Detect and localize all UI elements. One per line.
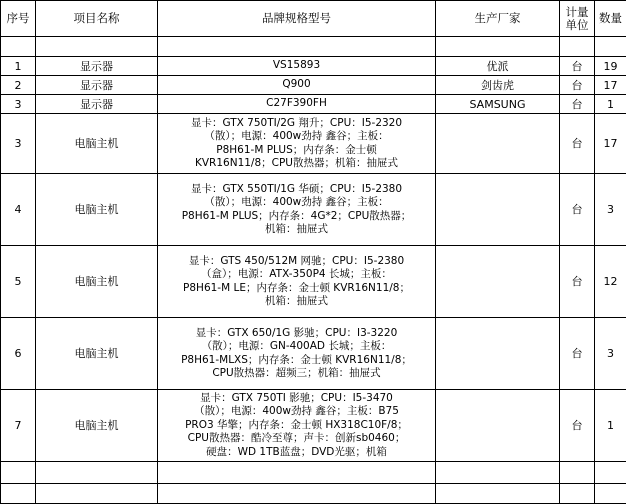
cell-spec <box>158 174 436 246</box>
table-row <box>1 114 626 174</box>
cell-seq: 3 <box>1 95 36 114</box>
header-qty: 数量 <box>595 1 626 37</box>
cell-spec <box>158 76 436 95</box>
spec-line: P8H61-M PLUS；内存条：金士顿 <box>164 144 429 158</box>
blank-cell <box>436 484 560 504</box>
blank-cell <box>1 37 36 57</box>
blank-cell <box>158 484 436 504</box>
cell-name: 电脑主机 <box>36 174 158 246</box>
cell-qty: 1 <box>595 390 626 462</box>
spec-line: P8H61-M LE；内存条：金士顿 KVR16N11/8； <box>164 282 429 296</box>
blank-cell <box>595 462 626 484</box>
blank-cell <box>1 484 36 504</box>
cell-name: 显示器 <box>36 57 158 76</box>
spec-line: 显卡：GTX 750TI 影驰；CPU：I5-3470 <box>164 392 429 406</box>
cell-maker: 优派 <box>436 57 560 76</box>
spec-line: （散）；电源：GN-400AD 长城；主板： <box>164 340 429 354</box>
cell-maker <box>436 390 560 462</box>
cell-unit: 台 <box>560 114 595 174</box>
cell-unit: 台 <box>560 95 595 114</box>
header-unit <box>560 1 595 37</box>
cell-spec <box>158 114 436 174</box>
spec-line: VS15893 <box>164 59 429 73</box>
blank-row <box>1 462 626 484</box>
blank-cell <box>595 37 626 57</box>
spec-line: （散）；电源：400w劲持 鑫谷；主板： <box>164 130 429 144</box>
cell-seq: 4 <box>1 174 36 246</box>
spec-line: KVR16N11/8；CPU散热器；机箱：抽屉式 <box>164 157 429 171</box>
cell-name: 电脑主机 <box>36 114 158 174</box>
header-maker: 生产厂家 <box>436 1 560 37</box>
header-spec: 品牌规格型号 <box>158 1 436 37</box>
cell-seq: 1 <box>1 57 36 76</box>
table-row <box>1 246 626 318</box>
cell-name: 电脑主机 <box>36 390 158 462</box>
spec-line: 机箱：抽屉式 <box>164 223 429 237</box>
blank-cell <box>560 462 595 484</box>
header-unit-line1: 计量 <box>562 6 592 19</box>
cell-maker <box>436 114 560 174</box>
spec-line: CPU散热器：超频三；机箱：抽屉式 <box>164 367 429 381</box>
spec-line: 硬盘：WD 1TB蓝盘；DVD光驱；机箱 <box>164 446 429 460</box>
spec-line: Q900 <box>164 78 429 92</box>
cell-maker <box>436 174 560 246</box>
spec-line: 显卡：GTX 750TI/2G 翔升；CPU：I5-2320 <box>164 117 429 131</box>
header-row <box>1 1 626 37</box>
spec-line: （散）；电源：400w劲持 鑫谷；主板：B75 <box>164 405 429 419</box>
cell-name: 显示器 <box>36 95 158 114</box>
cell-spec <box>158 390 436 462</box>
cell-qty: 12 <box>595 246 626 318</box>
cell-qty: 17 <box>595 76 626 95</box>
table-row <box>1 390 626 462</box>
blank-cell <box>436 37 560 57</box>
header-seq: 序号 <box>1 1 36 37</box>
table-row <box>1 76 626 95</box>
spec-line: P8H61-M PLUS；内存条：4G*2；CPU散热器； <box>164 210 429 224</box>
table-row <box>1 318 626 390</box>
spec-line: （盒）；电源：ATX-350P4 长城；主板： <box>164 268 429 282</box>
cell-qty: 1 <box>595 95 626 114</box>
cell-qty: 17 <box>595 114 626 174</box>
cell-seq: 2 <box>1 76 36 95</box>
spec-line: 显卡：GTX 550TI/1G 华硕；CPU：I5-2380 <box>164 183 429 197</box>
spec-line: 机箱：抽屉式 <box>164 295 429 309</box>
cell-maker <box>436 246 560 318</box>
header-unit-line2: 单位 <box>562 19 592 32</box>
cell-spec <box>158 95 436 114</box>
cell-seq: 7 <box>1 390 36 462</box>
cell-seq: 6 <box>1 318 36 390</box>
cell-unit: 台 <box>560 57 595 76</box>
spec-line: C27F390FH <box>164 97 429 111</box>
cell-name: 电脑主机 <box>36 246 158 318</box>
table-row <box>1 174 626 246</box>
blank-row <box>1 484 626 504</box>
blank-cell <box>436 462 560 484</box>
cell-qty: 3 <box>595 174 626 246</box>
cell-unit: 台 <box>560 390 595 462</box>
cell-maker: SAMSUNG <box>436 95 560 114</box>
spec-line: 显卡：GTS 450/512M 网驰；CPU：I5-2380 <box>164 255 429 269</box>
blank-row <box>1 37 626 57</box>
blank-cell <box>36 484 158 504</box>
cell-unit: 台 <box>560 318 595 390</box>
cell-name: 电脑主机 <box>36 318 158 390</box>
cell-spec <box>158 57 436 76</box>
cell-qty: 19 <box>595 57 626 76</box>
blank-cell <box>158 462 436 484</box>
cell-seq: 3 <box>1 114 36 174</box>
spec-line: P8H61-MLXS；内存条：金士顿 KVR16N11/8； <box>164 354 429 368</box>
blank-cell <box>36 37 158 57</box>
cell-seq: 5 <box>1 246 36 318</box>
cell-maker: 剑齿虎 <box>436 76 560 95</box>
blank-cell <box>560 37 595 57</box>
cell-name: 显示器 <box>36 76 158 95</box>
spec-line: 显卡：GTX 650/1G 影驰；CPU：I3-3220 <box>164 327 429 341</box>
blank-cell <box>595 484 626 504</box>
cell-qty: 3 <box>595 318 626 390</box>
cell-unit: 台 <box>560 174 595 246</box>
blank-cell <box>158 37 436 57</box>
spec-line: CPU散热器：酷冷至尊；声卡：创新sb0460； <box>164 432 429 446</box>
spec-line: （散）；电源：400w劲持 鑫谷；主板： <box>164 196 429 210</box>
cell-unit: 台 <box>560 246 595 318</box>
cell-spec <box>158 318 436 390</box>
spec-line: PRO3 华擎；内存条：金士顿 HX318C10F/8； <box>164 419 429 433</box>
blank-cell <box>560 484 595 504</box>
blank-cell <box>36 462 158 484</box>
header-name: 项目名称 <box>36 1 158 37</box>
table-row <box>1 57 626 76</box>
cell-maker <box>436 318 560 390</box>
table-row <box>1 95 626 114</box>
blank-cell <box>1 462 36 484</box>
cell-unit: 台 <box>560 76 595 95</box>
cell-spec <box>158 246 436 318</box>
